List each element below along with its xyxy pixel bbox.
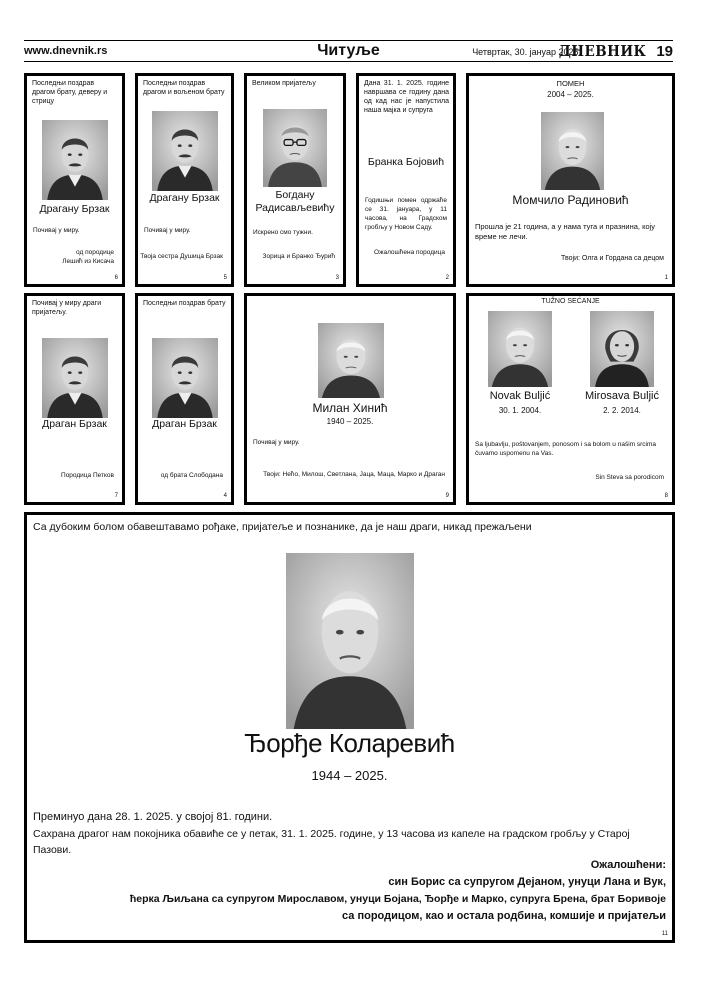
section-title: Читуље <box>317 42 380 59</box>
deceased-name: Момчило Радиновић <box>512 193 629 207</box>
obituary-notice-4 <box>135 293 234 505</box>
notice-number: 11 <box>661 931 668 937</box>
deceased-name: Драган Брзак <box>152 418 217 430</box>
notice-signature: Ожалошћена породица <box>374 249 445 256</box>
notice-signature: од брата Слободана <box>160 472 223 479</box>
portrait-photo <box>42 120 108 200</box>
obituary-notice-3 <box>244 73 346 287</box>
obituary-notice-2 <box>356 73 456 287</box>
portrait-photo <box>318 323 384 398</box>
person-b-date: 2. 2. 2014. <box>603 406 641 415</box>
newspaper-logo: ДНЕВНИК <box>558 42 647 60</box>
obituary-notice-5 <box>135 73 234 287</box>
notice-signature: Твоји: Нећо, Милош, Светлана, Јаца, Маца, Марко и Драган <box>263 471 445 478</box>
main-years: 1944 – 2025. <box>311 768 388 783</box>
notice-intro: Последњи поздрав драгом брату, деверу и стрицу <box>32 80 108 105</box>
deceased-name: Драган Брзак <box>42 418 107 430</box>
portrait-photo <box>152 111 218 191</box>
notice-number: 5 <box>223 275 227 281</box>
main-death-line: Преминуо дана 28. 1. 2025. у својој 81. години. <box>33 811 273 823</box>
notice-text: Почивај у миру. <box>253 439 300 446</box>
notice-text: Почивај у миру. <box>144 227 191 234</box>
obituary-notice-9 <box>244 293 456 505</box>
notice-text: Почивај у миру. <box>33 227 80 234</box>
notice-intro: Почивај у миру драги пријатељу. <box>32 300 102 316</box>
notice-text: Искрено смо тужни. <box>253 229 313 236</box>
notice-years: 1940 – 2025. <box>326 417 374 426</box>
notice-intro: Последњи поздрав брату <box>143 300 226 307</box>
portrait-photo <box>541 112 604 190</box>
notice-number: 7 <box>114 493 118 499</box>
notice-number: 2 <box>445 275 449 281</box>
main-funeral-line: Сахрана драгог нам покојника обавиће се у петак, 31. 1. 2025. године, у 13 часова из капеле на градском гробљу у Старој Пазови. <box>33 828 630 856</box>
deceased-name: Драгану Брзак <box>149 192 220 204</box>
notice-heading: TUŽNO SEĆANJE <box>541 298 600 305</box>
deceased-name: Милан Хинић <box>312 401 388 415</box>
obituary-notice-main <box>24 512 675 943</box>
page-number: 19 <box>656 43 673 60</box>
notice-number: 1 <box>664 275 668 281</box>
notice-number: 8 <box>664 493 668 499</box>
person-a-date: 30. 1. 2004. <box>498 406 542 415</box>
notice-number: 3 <box>335 275 339 281</box>
main-portrait-photo <box>286 553 414 729</box>
issue-date: Четвртак, 30. јануар 2025. <box>472 47 581 57</box>
main-signature-line-3: са породицом, као и остала родбина, комшије и пријатељи <box>342 910 666 922</box>
main-signature-line-2: ћерка Љиљана са супругом Мирославом, унуци Бојана, Ђорђе и Марко, супруга Брена, брат Боривоје <box>129 893 666 905</box>
portrait-photo <box>42 338 108 418</box>
notice-signature: Твоја сестра Душица Брзак <box>140 253 223 260</box>
portrait-photo <box>152 338 218 418</box>
notice-signature: Зорица и Бранко Ђурић <box>262 253 335 260</box>
notice-number: 4 <box>223 493 227 499</box>
page-header <box>24 40 673 62</box>
portrait-photo-mirosava <box>590 311 654 387</box>
portrait-photo <box>263 109 327 187</box>
deceased-name: Богдану Радисављевићу <box>255 189 335 214</box>
notice-signature: Sin Steva sa porodicom <box>595 474 664 481</box>
notice-text: Годишњи помен одржаће се 31. јануара, у 11 часова, на Градском гробљу у Новом Саду. <box>365 197 447 231</box>
person-a-name: Novak Buljić <box>489 390 551 402</box>
notice-signature: Породица Петков <box>61 472 114 479</box>
site-url[interactable]: www.dnevnik.rs <box>24 45 108 57</box>
notice-signature: Твоји: Олга и Гордана са децом <box>561 255 664 262</box>
notice-intro: Последњи поздрав драгом и вољеном брату <box>143 80 225 96</box>
notice-years: 2004 – 2025. <box>547 90 594 99</box>
person-b-name: Mirosava Buljić <box>585 390 659 402</box>
notice-text: Sa ljubavlju, poštovanjem, ponosom i sa bolom u našim srcima čuvamo uspomenu na Vas. <box>475 441 657 457</box>
obituary-notice-7 <box>24 293 125 505</box>
deceased-name: Бранка Бојовић <box>367 156 445 168</box>
notice-text: Прошла је 21 година, а у нама туга и празнина, коју време не лечи. <box>475 222 656 241</box>
notice-heading: ПОМЕН <box>556 79 585 88</box>
notice-intro: Великом пријатељу <box>252 80 316 87</box>
notice-number: 9 <box>445 493 449 499</box>
main-deceased-name: Ђорђе Коларевић <box>244 728 455 758</box>
obituary-notice-6 <box>24 73 125 287</box>
obituary-notice-1 <box>466 73 675 287</box>
notice-number: 6 <box>114 275 118 281</box>
obituary-notice-8 <box>466 293 675 505</box>
notice-intro: Дана 31. 1. 2025. године навршава се годину дана од кад нас је напустила наша мајка и супруга <box>364 80 449 114</box>
main-signature-line-1: син Борис са супругом Дејаном, унуци Лана и Вук, <box>388 876 666 888</box>
notice-signature: од породице Лешић из Кисача <box>62 249 114 265</box>
main-intro: Са дубоким болом обавештавамо рођаке, пријатеље и познанике, да је наш драги, никад прежаљени <box>33 521 532 533</box>
main-signature-title: Ожалошћени: <box>590 859 666 871</box>
deceased-name: Драгану Брзак <box>39 203 110 215</box>
portrait-photo-novak <box>488 311 552 387</box>
